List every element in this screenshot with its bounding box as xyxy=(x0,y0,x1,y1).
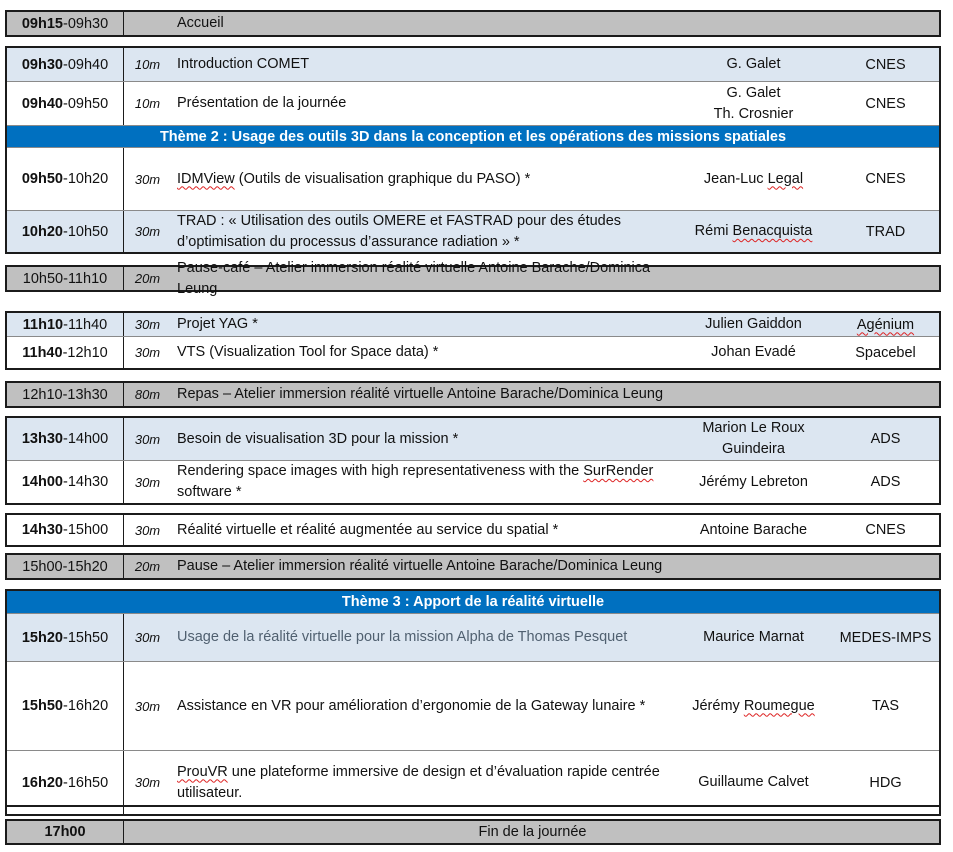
speaker-text: Rémi xyxy=(694,223,733,239)
session-title xyxy=(177,418,677,460)
duration xyxy=(124,48,171,81)
organization xyxy=(830,614,941,661)
time-slot xyxy=(7,337,124,368)
theme-header xyxy=(7,591,939,613)
session-title-text xyxy=(177,54,309,75)
speaker-name xyxy=(702,418,804,460)
session-title xyxy=(177,614,677,661)
speaker xyxy=(677,82,830,125)
session-row xyxy=(7,336,939,368)
duration xyxy=(124,148,171,210)
time-slot xyxy=(7,313,124,336)
start-time: 09h30 xyxy=(21,56,63,73)
duration-text: 20m xyxy=(134,271,161,286)
session-title-text xyxy=(177,556,662,577)
duration xyxy=(124,418,171,460)
title-text: Présentation de la journée xyxy=(177,95,347,111)
duration xyxy=(124,614,171,661)
title-tail: software * xyxy=(177,484,242,500)
start-time: 09h15 xyxy=(21,15,63,32)
title-text: (Outils de visualisation graphique du PASO) * xyxy=(234,170,531,187)
title-text: TRAD : « Utilisation des outils OMERE et FASTRAD pour des études d’optimisation du processus d’assurance radiation » * xyxy=(177,212,622,250)
speaker-text: Jérémy Lebreton xyxy=(699,473,808,490)
schedule-block xyxy=(5,819,941,845)
session-title-text xyxy=(177,696,645,717)
session-row xyxy=(7,418,939,460)
title-term: IDMView xyxy=(177,170,235,187)
session-title-text xyxy=(177,461,677,503)
duration xyxy=(124,662,171,750)
duration xyxy=(124,313,171,336)
duration-text: 30m xyxy=(134,345,161,360)
title-term: SurRender xyxy=(583,463,654,479)
duration-text: 20m xyxy=(134,559,161,574)
session-row xyxy=(7,259,939,297)
title-text: une plateforme immersive de design et d’évaluation rapide centrée utilisateur. xyxy=(177,763,660,801)
title-text: Accueil xyxy=(177,15,224,31)
time-slot xyxy=(7,555,124,578)
organization-text: CNES xyxy=(865,56,906,73)
end-time: -14h00 xyxy=(62,431,109,447)
title-text: Usage de la réalité virtuelle pour la mission Alpha de Thomas Pesquet xyxy=(177,629,628,645)
organization-text: Spacebel xyxy=(855,344,916,361)
session-title xyxy=(177,148,677,210)
end-time: 10h50-11h10 xyxy=(22,270,108,287)
duration-text: 10m xyxy=(134,57,161,72)
session-title-text xyxy=(478,822,586,843)
speaker-name xyxy=(695,221,813,242)
organization-text: CNES xyxy=(865,522,906,538)
start-time: 15h20 xyxy=(21,629,63,646)
end-time: -11h40 xyxy=(63,316,108,333)
organization-text: CNES xyxy=(865,171,906,187)
speaker-name xyxy=(727,54,781,75)
session-title-text xyxy=(177,314,258,335)
duration-text: 10m xyxy=(134,96,161,111)
start-time: 15h50 xyxy=(21,698,63,714)
theme-header xyxy=(7,125,939,147)
schedule-block xyxy=(5,553,941,580)
session-title-text xyxy=(177,384,663,405)
speaker xyxy=(677,418,830,460)
duration-text: 30m xyxy=(134,171,161,187)
duration-text: 30m xyxy=(134,775,161,790)
start-time: 14h30 xyxy=(21,522,63,538)
speaker xyxy=(677,614,830,661)
title-text: Besoin de visualisation 3D pour la mission * xyxy=(177,430,459,447)
duration-text: 30m xyxy=(134,224,161,239)
start-time: 10h20 xyxy=(21,223,63,240)
title-text: Pause – Atelier immersion réalité virtuelle Antoine Barache/Dominica Leung xyxy=(177,558,663,574)
time-slot xyxy=(7,148,124,210)
time-slot xyxy=(7,82,124,125)
organization-text: MEDES-IMPS xyxy=(839,629,932,646)
start-time: 11h10 xyxy=(22,316,64,333)
start-time: 17h00 xyxy=(44,824,86,840)
session-row xyxy=(7,12,939,35)
speaker-text: Guillaume Calvet xyxy=(698,774,809,790)
session-row xyxy=(7,821,939,843)
speaker-text: Jean-Luc xyxy=(703,170,768,187)
speaker-name xyxy=(700,520,807,541)
organization-text: CNES xyxy=(865,95,906,112)
session-title-text xyxy=(177,520,558,541)
speaker-text: Marion Le Roux Guindeira xyxy=(702,420,805,457)
speaker-name xyxy=(698,772,808,793)
session-title xyxy=(177,461,677,503)
duration-text: 30m xyxy=(134,698,161,714)
session-title-text xyxy=(177,762,677,804)
session-title xyxy=(177,337,677,368)
session-title xyxy=(177,259,677,297)
session-row xyxy=(7,661,939,750)
organization-text: ADS xyxy=(870,474,901,490)
duration xyxy=(124,82,171,125)
start-time: 09h50 xyxy=(21,171,63,187)
duration xyxy=(124,383,171,406)
speaker-surname: Legal xyxy=(767,170,804,187)
duration-text: 30m xyxy=(134,317,161,332)
speaker-name xyxy=(714,83,794,125)
session-title xyxy=(177,211,677,252)
speaker-name xyxy=(699,472,808,493)
session-title xyxy=(177,555,677,578)
session-title-text xyxy=(177,169,530,190)
duration xyxy=(124,515,171,545)
session-title xyxy=(177,383,677,406)
speaker-text: Julien Gaiddon xyxy=(705,316,802,332)
organization-text: Agénium xyxy=(856,316,915,333)
start-time: 16h20 xyxy=(21,774,63,791)
duration xyxy=(124,461,171,503)
speaker-text: Johan Evadé xyxy=(711,344,796,360)
duration-text: 30m xyxy=(134,522,161,538)
end-time: 12h10-13h30 xyxy=(22,386,108,403)
end-time: -10h20 xyxy=(62,171,109,187)
speaker xyxy=(677,48,830,81)
time-slot xyxy=(7,461,124,503)
schedule-block xyxy=(5,381,941,408)
end-time: -12h10 xyxy=(62,344,108,361)
speaker-text: G. Galet Th. Crosnier xyxy=(713,84,794,122)
title-text: VTS (Visualization Tool for Space data) * xyxy=(177,344,439,360)
time-slot xyxy=(7,418,124,460)
speaker-name xyxy=(703,627,804,648)
session-title-text xyxy=(177,429,458,450)
end-time: -15h50 xyxy=(62,629,109,646)
end-time: 15h00-15h20 xyxy=(22,558,108,575)
end-time: -09h50 xyxy=(62,95,109,112)
time-slot xyxy=(7,614,124,661)
session-title xyxy=(177,12,677,35)
organization xyxy=(830,461,941,503)
start-time: 14h00 xyxy=(21,474,63,490)
end-time: -15h00 xyxy=(62,522,109,538)
time-slot xyxy=(7,662,124,750)
time-slot xyxy=(7,12,124,35)
session-title-text xyxy=(177,627,627,648)
schedule-block xyxy=(5,416,941,505)
session-row xyxy=(7,48,939,81)
speaker-surname: Roumegue xyxy=(743,697,815,714)
speaker xyxy=(677,515,830,545)
duration-text: 80m xyxy=(134,387,161,402)
organization xyxy=(830,515,941,545)
session-row xyxy=(7,515,939,545)
session-row xyxy=(7,313,939,336)
organization xyxy=(830,48,941,81)
organization xyxy=(830,82,941,125)
title-text: Assistance en VR pour amélioration d’ergonomie de la Gateway lunaire * xyxy=(177,697,646,714)
organization xyxy=(830,148,941,210)
organization-text: TRAD xyxy=(865,223,906,240)
time-slot xyxy=(7,211,124,252)
time-slot xyxy=(7,515,124,545)
speaker-text: Antoine Barache xyxy=(699,521,808,538)
theme-title: Thème 3 : Apport de la réalité virtuelle xyxy=(341,594,605,610)
time-slot xyxy=(7,48,124,81)
session-row xyxy=(7,147,939,210)
end-time: -09h30 xyxy=(62,15,109,32)
organization xyxy=(830,211,941,252)
session-row xyxy=(7,460,939,503)
speaker-name xyxy=(711,342,796,363)
time-slot xyxy=(7,267,124,290)
speaker xyxy=(677,337,830,368)
organization xyxy=(830,337,941,368)
duration-text: 30m xyxy=(134,431,161,447)
session-title-text xyxy=(177,258,677,300)
speaker-text: Jérémy xyxy=(692,697,744,714)
organization-text: TAS xyxy=(871,698,900,714)
speaker-name xyxy=(704,169,803,190)
session-title-text xyxy=(177,211,677,253)
schedule-block xyxy=(5,10,941,37)
session-row xyxy=(7,210,939,252)
title-text: Projet YAG * xyxy=(177,316,258,332)
speaker-text: G. Galet xyxy=(726,56,781,72)
organization-text: HDG xyxy=(869,774,902,791)
theme-title: Thème 2 : Usage des outils 3D dans la conception et les opérations des missions spatiales xyxy=(159,128,787,145)
end-time: -09h40 xyxy=(62,56,109,73)
separator-line xyxy=(5,805,941,807)
schedule-block xyxy=(5,311,941,370)
session-title-text xyxy=(177,93,346,114)
time-slot xyxy=(7,383,124,406)
organization xyxy=(830,418,941,460)
session-row xyxy=(7,81,939,125)
session-title-text xyxy=(177,342,438,363)
title-text: Fin de la journée xyxy=(478,823,587,840)
duration-text: 30m xyxy=(134,474,161,490)
session-title xyxy=(177,48,677,81)
duration xyxy=(124,211,171,252)
speaker xyxy=(677,148,830,210)
title-text: Introduction COMET xyxy=(177,56,310,72)
schedule-block xyxy=(5,46,941,254)
session-row xyxy=(7,555,939,578)
speaker-surname: Benacquista xyxy=(732,223,813,239)
title-term: ProuVR xyxy=(177,763,228,780)
schedule-block xyxy=(5,589,941,816)
end-time: -14h30 xyxy=(62,474,109,490)
session-title xyxy=(177,515,677,545)
start-time: 13h30 xyxy=(21,431,63,447)
title-text: Rendering space images with high representativeness with the xyxy=(177,463,584,479)
session-row xyxy=(7,613,939,661)
duration xyxy=(124,555,171,578)
duration-text: 30m xyxy=(134,630,161,645)
speaker xyxy=(677,662,830,750)
speaker xyxy=(677,211,830,252)
session-title xyxy=(124,821,941,843)
schedule-block xyxy=(5,259,941,297)
title-text: Pause-café – Atelier immersion réalité virtuelle Antoine Barache/Dominica Leung xyxy=(177,259,651,297)
speaker-name xyxy=(705,314,802,335)
speaker xyxy=(677,461,830,503)
session-title-text xyxy=(177,13,224,34)
schedule-block xyxy=(5,513,941,547)
organization xyxy=(830,662,941,750)
session-title xyxy=(177,662,677,750)
session-row xyxy=(7,383,939,406)
end-time: -10h50 xyxy=(62,223,109,240)
title-text: Réalité virtuelle et réalité augmentée au service du spatial * xyxy=(177,521,559,538)
title-text: Repas – Atelier immersion réalité virtuelle Antoine Barache/Dominica Leung xyxy=(177,386,664,402)
organization xyxy=(830,313,941,336)
duration xyxy=(124,337,171,368)
session-title xyxy=(177,313,677,336)
end-time: -16h50 xyxy=(62,774,109,791)
start-time: 09h40 xyxy=(21,95,63,112)
speaker-text: Maurice Marnat xyxy=(703,629,804,645)
organization-text: ADS xyxy=(870,431,901,447)
time-slot xyxy=(7,821,124,843)
speaker xyxy=(677,313,830,336)
duration xyxy=(124,267,171,290)
session-title xyxy=(177,82,677,125)
end-time: -16h20 xyxy=(62,698,109,714)
speaker-name xyxy=(692,696,815,717)
start-time: 11h40 xyxy=(22,344,63,361)
